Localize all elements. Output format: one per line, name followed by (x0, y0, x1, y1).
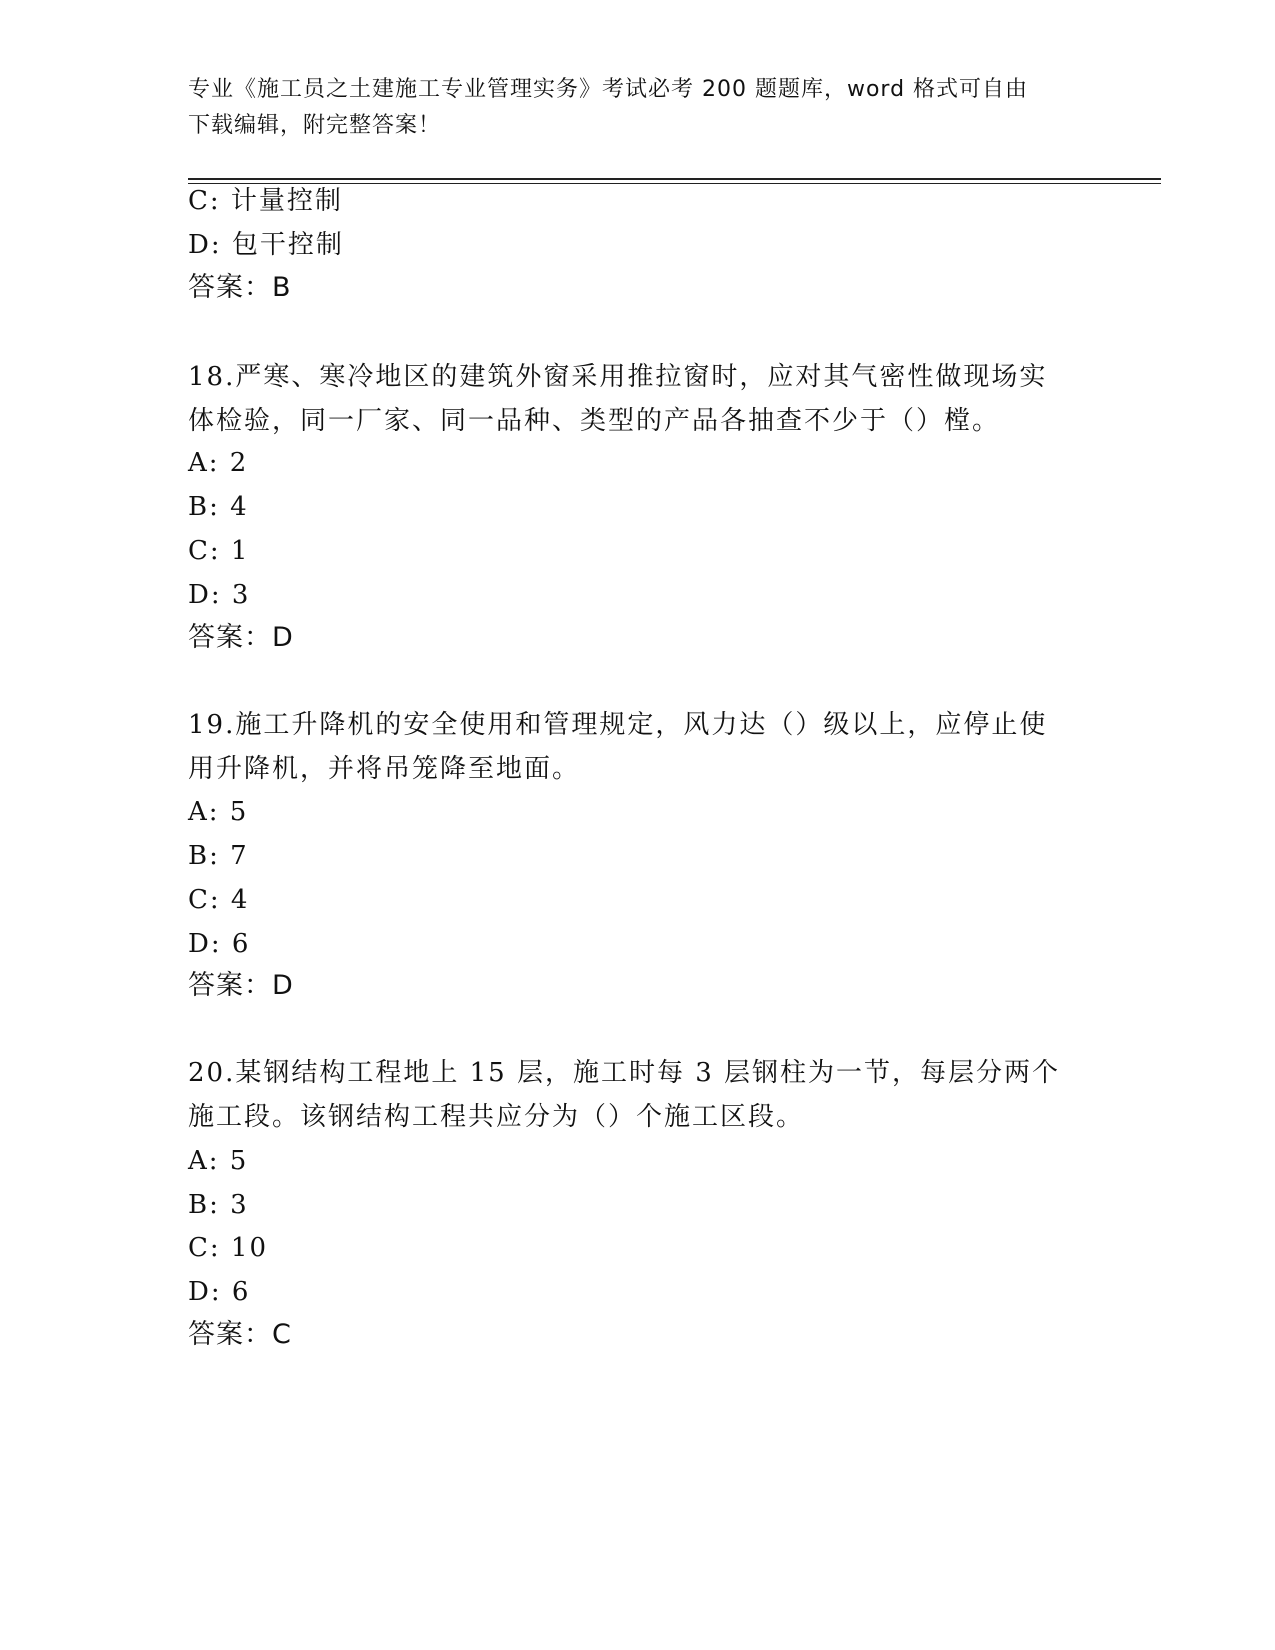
question-19-option-c: C: 4 (188, 885, 250, 915)
question-20-text-line-1: 20.某钢结构工程地上 15 层，施工时每 3 层钢柱为一节，每层分两个 (188, 1058, 1061, 1088)
question-18-text-line-1: 18.严寒、寒冷地区的建筑外窗采用推拉窗时，应对其气密性做现场实 (188, 362, 1048, 392)
question-19-option-d: D: 6 (188, 929, 251, 959)
question-18-text-line-2: 体检验，同一厂家、同一品种、类型的产品各抽查不少于（）樘。 (188, 406, 1001, 436)
question-20-text-line-2: 施工段。该钢结构工程共应分为（）个施工区段。 (188, 1102, 805, 1132)
question-20-option-d: D: 6 (188, 1277, 251, 1307)
question-19-text-line-2: 用升降机，并将吊笼降至地面。 (188, 754, 581, 784)
question-19-text-line-1: 19.施工升降机的安全使用和管理规定，风力达（）级以上，应停止使 (188, 710, 1048, 740)
question-19-answer: 答案：D (188, 970, 294, 1001)
prev-option-c: C: 计量控制 (188, 186, 343, 216)
header-line-1: 专业《施工员之土建施工专业管理实务》考试必考 200 题题库，word 格式可自由 (188, 77, 1029, 102)
question-20-option-a: A: 5 (188, 1146, 249, 1176)
question-19-option-a: A: 5 (188, 797, 249, 827)
question-18-option-b: B: 4 (188, 492, 249, 522)
prev-answer: 答案：B (188, 272, 292, 303)
question-18-option-a: A: 2 (188, 448, 249, 478)
question-19-option-b: B: 7 (188, 841, 249, 871)
question-18-answer: 答案：D (188, 622, 294, 653)
question-20-option-b: B: 3 (188, 1190, 249, 1220)
question-18-option-d: D: 3 (188, 580, 251, 610)
prev-option-d: D: 包干控制 (188, 230, 344, 260)
question-18-option-c: C: 1 (188, 536, 250, 566)
document-header (188, 72, 1068, 144)
header-divider (188, 178, 1161, 184)
header-line-2: 下载编辑，附完整答案！ (188, 113, 442, 138)
question-20-option-c: C: 10 (188, 1233, 269, 1263)
question-20-answer: 答案：C (188, 1319, 292, 1350)
